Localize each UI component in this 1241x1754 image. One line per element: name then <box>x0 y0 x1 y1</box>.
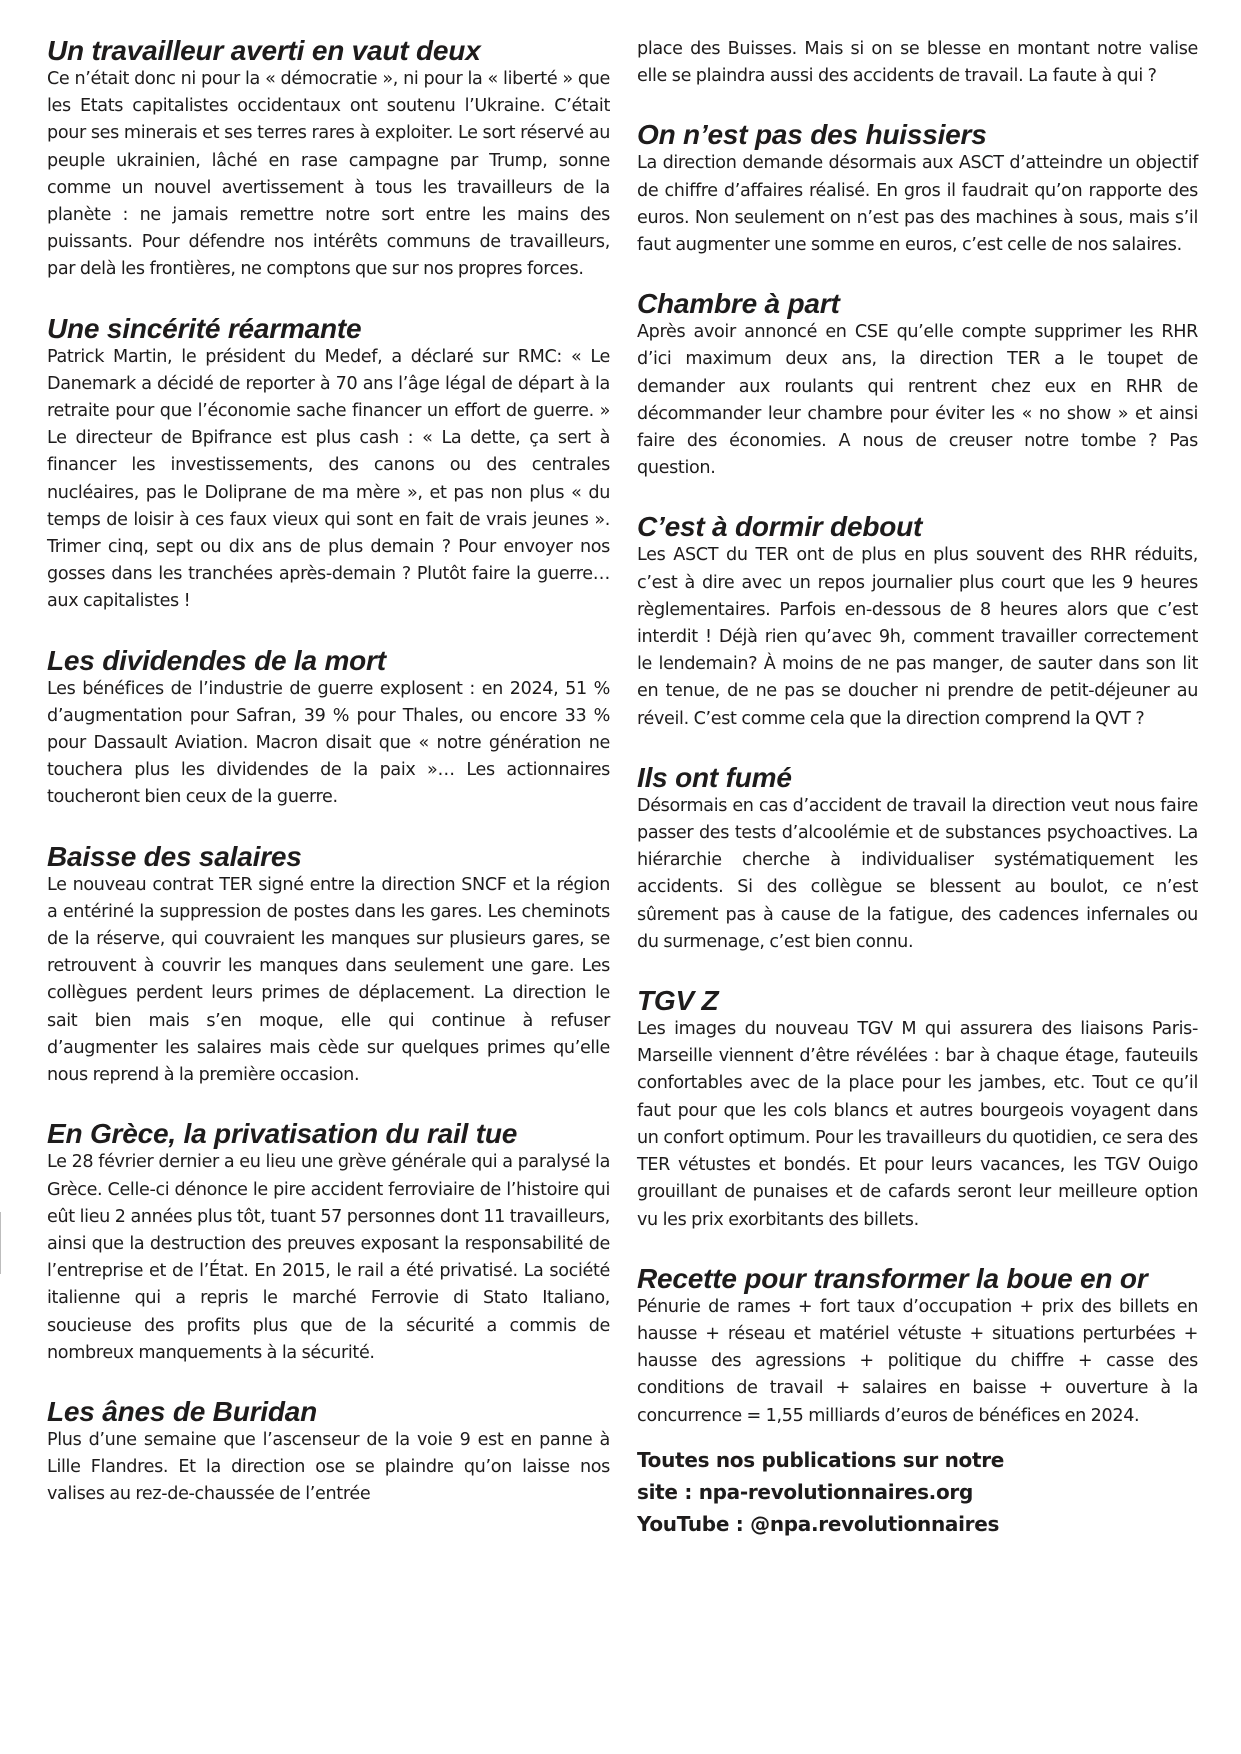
article-body: Les images du nouveau TGV M qui assurera des liaisons Paris-Marseille viennent d’être révélées : bar à chaque étage, fauteuils confortables avec de la place pour les jambes, etc. Tout ce qu’il faut pour que les cols blancs et autres bourgeois voyagent dans un confort optimum. Pour les travailleurs du quotidien, ce sera des TER vétustes et bondés. Et pour leurs vacances, les TGV Ouigo grouillant de punaises et de cafards seront leur meilleure option vu les prix exorbitants des billets. <box>637 1019 1198 1230</box>
margin-line <box>0 1212 1 1274</box>
article-title: Baisse des salaires <box>47 840 302 872</box>
article-body: Après avoir annoncé en CSE qu’elle compte supprimer les RHR d’ici maximum deux ans, la direction TER a le toupet de demander aux roulants qui rentrent chez eux en RHR de décommander leur chambre pour éviter les « no show » et ainsi faire des économies. A nous de creuser notre tombe ? Pas question. <box>637 322 1198 479</box>
right-column <box>637 36 1198 1540</box>
article-body: Pénurie de rames + fort taux d’occupation + prix des billets en hausse + réseau et matériel vétuste + situations perturbées + hausse des agressions + politique du chiffre + casse des conditions de travail + salaires en baisse + ouverture à la concurrence = 1,55 milliards d’euros de bénéfices en 2024. <box>637 1296 1198 1426</box>
article-body: Désormais en cas d’accident de travail la direction veut nous faire passer des tests d’alcoolémie et de substances psychoactives. La hiérarchie cherche à individualiser systématiquement les accidents. Si des collègue se blessent au boulot, ce n’est sûrement pas à cause de la fatigue, des cadences infernales ou du surmenage, c’est bien connu. <box>637 795 1198 952</box>
website-link[interactable]: npa-revolutionnaires.org <box>698 1479 974 1504</box>
article-body: Les bénéfices de l’industrie de guerre explosent : en 2024, 51 % d’augmentation pour Safran, 39 % pour Thales, ou encore 33 % pour Dassault Aviation. Macron disait que « notre génération ne touchera plus les dividendes de la paix »… Les actionnaires toucheront bien ceux de la guerre. <box>47 678 610 808</box>
youtube-label: YouTube : <box>637 1511 751 1536</box>
article-travailleur-averti <box>47 36 610 284</box>
article-anes-buridan <box>47 1397 610 1509</box>
article-baisse-salaires <box>47 842 610 1090</box>
article-title: TGV Z <box>637 985 719 1017</box>
article-grece-privatisation <box>47 1119 610 1367</box>
youtube-link[interactable]: @npa.revolutionnaires <box>750 1511 1000 1536</box>
article-body-continuation: place des Buisses. Mais si on se blesse en montant notre valise elle se plaindra aussi des accidents de travail. La faute à qui ? <box>637 39 1198 87</box>
article-body: Patrick Martin, le président du Medef, a déclaré sur RMC: « Le Danemark a décidé de reporter à 70 ans l’âge légal de départ à la retraite pour que l’économie sache financer un effort de guerre. » Le directeur de Bpifrance est plus cash : « La dette, ça sert à financer les investissements, des canons ou des centrales nucléaires, pas le Doliprane de ma mère », et pas non plus « du temps de loisir à ces faux vieux qui sont en fait de vrais jeunes ». Trimer cinq, sept ou dix ans de plus demain ? Pour envoyer nos gosses dans les tranchées après-demain ? Plutôt faire la guerre… aux capitalistes ! <box>47 346 610 612</box>
article-body: Le nouveau contrat TER signé entre la direction SNCF et la région a entériné la suppression de postes dans les gares. Les cheminots de la réserve, qui couvraient les manques sur plusieurs gares, se retrouvent à couvrir les manques dans seulement une gare. Les collègues perdent leurs primes de déplacement. La direction le sait bien mais s’en moque, elle qui continue à refuser d’augmenter les salaires mais cède sur quelques primes qu’elle nous reprend à la première occasion. <box>47 874 610 1086</box>
article-dividendes-mort <box>47 646 610 812</box>
footer-line-youtube <box>637 1508 1198 1540</box>
article-title: Les dividendes de la mort <box>47 644 386 676</box>
article-body: Plus d’une semaine que l’ascenseur de la voie 9 est en panne à Lille Flandres. Et la direction ose se plaindre qu’on laisse nos valises au rez-de-chaussée de l’entrée <box>47 1429 610 1505</box>
footer-line-site <box>637 1476 1198 1508</box>
article-title: Un travailleur averti en vaut deux <box>47 35 481 66</box>
article-title: En Grèce, la privatisation du rail tue <box>47 1118 518 1150</box>
article-tgv-z <box>637 986 1198 1234</box>
article-title: Chambre à part <box>637 288 840 320</box>
article-title: Ils ont fumé <box>637 761 792 793</box>
article-body: La direction demande désormais aux ASCT d’atteindre un objectif de chiffre d’affaires réalisé. En gros il faudrait qu’on rapporte des euros. Non seulement on n’est pas des machines à sous, mais s’il faut augmenter une somme en euros, c’est celle de nos salaires. <box>637 153 1198 256</box>
article-huissiers <box>637 120 1198 259</box>
site-label: site : <box>637 1479 699 1504</box>
article-body: Ce n’était donc ni pour la « démocratie », ni pour la « liberté » que les Etats capitalistes occidentaux ont soutenu l’Ukraine. C’était pour ses minerais et ses terres rares à exploiter. Le sort réservé au peuple ukrainien, lâché en rase campagne par Trump, sonne comme un nouvel avertissement à tous les travailleurs de la planète : ne jamais remettre notre sort entre les mains des puissants. Pour défendre nos intérêts communs de travailleurs, par delà les frontières, ne comptons que sur nos propres forces. <box>47 69 610 280</box>
footer-line-publications: Toutes nos publications sur notre <box>637 1447 1005 1472</box>
article-anes-buridan-continued <box>637 36 1198 90</box>
article-title: Les ânes de Buridan <box>47 1395 318 1427</box>
article-title: Une sincérité réarmante <box>47 312 362 344</box>
article-title: C’est à dormir debout <box>637 511 923 543</box>
article-title: On n’est pas des huissiers <box>637 119 987 151</box>
publications-footer <box>637 1444 1198 1540</box>
article-sincerite-rearmante <box>47 314 610 616</box>
article-title: Recette pour transformer la boue en or <box>637 1262 1148 1294</box>
article-chambre-a-part <box>637 289 1198 482</box>
article-body: Le 28 février dernier a eu lieu une grève générale qui a paralysé la Grèce. Celle-ci dénonce le pire accident ferroviaire de l’histoire qui eût lieu 2 années plus tôt, tuant 57 personnes dont 11 travailleurs, ainsi que la destruction des preuves exposant la responsabilité de l’entreprise et de l’État. En 2015, le rail a été privatisé. La société italienne qui a repris le marché Ferrovie di Stato Italiano, soucieuse des profits plus que de la sécurité a commis de nombreux manquements à la sécurité. <box>47 1152 610 1363</box>
left-column <box>47 36 610 1509</box>
article-body: Les ASCT du TER ont de plus en plus souvent des RHR réduits, c’est à dire avec un repos journalier plus court que les 9 heures règlementaires. Parfois en-dessous de 8 heures alors que c’est interdit ! Déjà rien qu’avec 9h, comment travailler correctement le lendemain? À moins de ne pas manger, de sauter dans son lit en tenue, de ne pas se doucher ni prendre de petit-déjeuner au réveil. C’est comme cela que la direction comprend la QVT ? <box>637 545 1198 729</box>
article-dormir-debout <box>637 512 1198 732</box>
article-ils-ont-fume <box>637 763 1198 956</box>
article-recette-boue-or <box>637 1264 1198 1430</box>
